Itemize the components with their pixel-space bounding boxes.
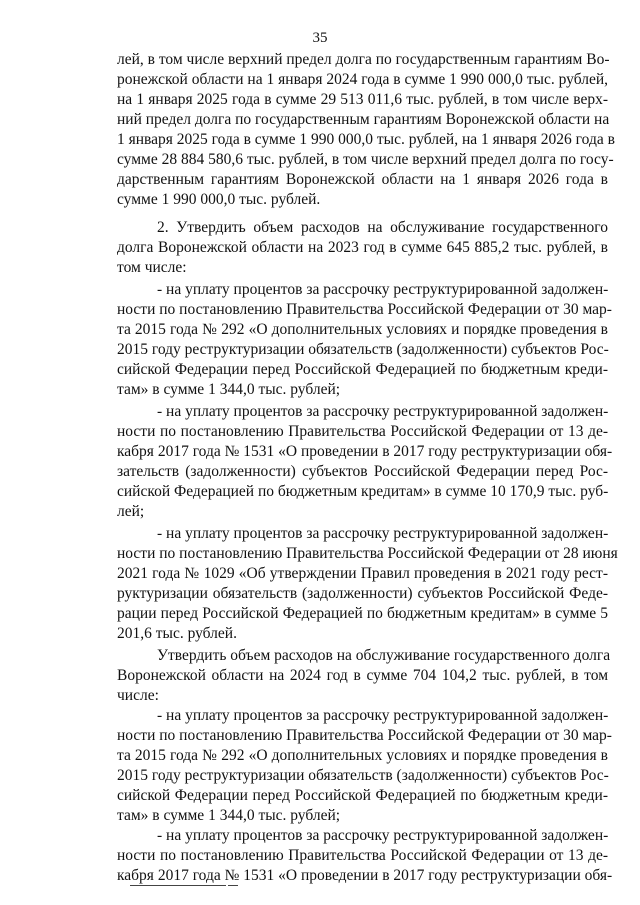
text-line: Утвердить объем расходов на обслуживание государственного долга [157,647,611,664]
text-line: лей; [117,503,145,520]
text-line: - на уплату процентов за рассрочку реструктурированной задолжен- [157,403,609,420]
text-line: - на уплату процентов за рассрочку реструктурированной задолжен- [157,525,609,542]
text-line: ности по постановлению Правительства Российской Федерации от 13 де- [117,847,608,864]
text-line: там» в сумме 1 344,0 тыс. рублей; [117,381,341,398]
text-line: на 1 января 2025 года в сумме 29 513 011,6 тыс. рублей, в том числе верх- [117,91,608,108]
text-line: зательств (задолженности) субъектов Российской Федерации перед Рос- [117,463,608,480]
text-line: та 2015 года № 292 «О дополнительных условиях и порядке проведения в [117,321,608,338]
text-line: сийской Федерации перед Российской Федерацией по бюджетным креди- [117,787,608,804]
text-line: 2021 года № 1029 «Об утверждении Правил проведения в 2021 году рест- [117,565,608,582]
text-line: долга Воронежской области на 2023 год в сумме 645 885,2 тыс. рублей, в [117,239,608,256]
text-line: Воронежской области на 2024 год в сумме 704 104,2 тыс. рублей, в том [117,667,608,684]
text-line: лей, в том числе верхний предел долга по государственным гарантиям Во- [117,51,610,68]
text-line: дарственным гарантиям Воронежской области на 1 января 2026 года в [117,171,608,188]
text-line: - на уплату процентов за рассрочку реструктурированной задолжен- [157,827,609,844]
text-line: ний предел долга по государственным гарантиям Воронежской области на [117,111,610,128]
text-line: кабря 2017 года № 1531 «О проведении в 2017 году реструктуризации обя- [117,443,613,460]
footer-divider [130,885,226,886]
text-line: - на уплату процентов за рассрочку реструктурированной задолжен- [157,281,609,298]
text-line: числе: [117,687,159,704]
text-line: руктуризации обязательств (задолженности) субъектов Российской Феде- [117,585,608,602]
text-line: 2015 году реструктуризации обязательств (задолженности) субъектов Рос- [117,341,609,358]
text-line: ности по постановлению Правительства Российской Федерации от 28 июня [117,545,618,562]
text-line: том числе: [117,259,187,276]
text-line: ронежской области на 1 января 2024 года в сумме 1 990 000,0 тыс. рублей, [117,71,608,88]
text-line: - на уплату процентов за рассрочку реструктурированной задолжен- [157,707,609,724]
text-line: 201,6 тыс. рублей. [117,625,237,642]
text-line: ности по постановлению Правительства Российской Федерации от 13 де- [117,423,608,440]
footer-divider-tail [228,885,238,886]
text-line: рации перед Российской Федерацией по бюджетным кредитам» в сумме 5 [117,605,608,622]
text-line: та 2015 года № 292 «О дополнительных условиях и порядке проведения в [117,747,608,764]
text-line: кабря 2017 года № 1531 «О проведении в 2017 году реструктуризации обя- [117,867,613,884]
text-line: там» в сумме 1 344,0 тыс. рублей; [117,807,341,824]
text-line: сумме 28 884 580,6 тыс. рублей, в том числе верхний предел долга по госу- [117,151,614,168]
text-line: 2. Утвердить объем расходов на обслуживание государственного [157,219,608,236]
page-number: 35 [312,30,328,46]
text-line: сумме 1 990 000,0 тыс. рублей. [117,191,321,208]
text-line: сийской Федерации перед Российской Федерацией по бюджетным креди- [117,361,608,378]
text-line: 2015 году реструктуризации обязательств (задолженности) субъектов Рос- [117,767,609,784]
text-line: ности по постановлению Правительства Российской Федерации от 30 мар- [117,301,612,318]
text-line: 1 января 2025 года в сумме 1 990 000,0 тыс. рублей, на 1 января 2026 года в [117,131,615,148]
text-line: ности по постановлению Правительства Российской Федерации от 30 мар- [117,727,612,744]
text-line: сийской Федерацией по бюджетным кредитам» в сумме 10 170,9 тыс. руб- [117,483,609,500]
